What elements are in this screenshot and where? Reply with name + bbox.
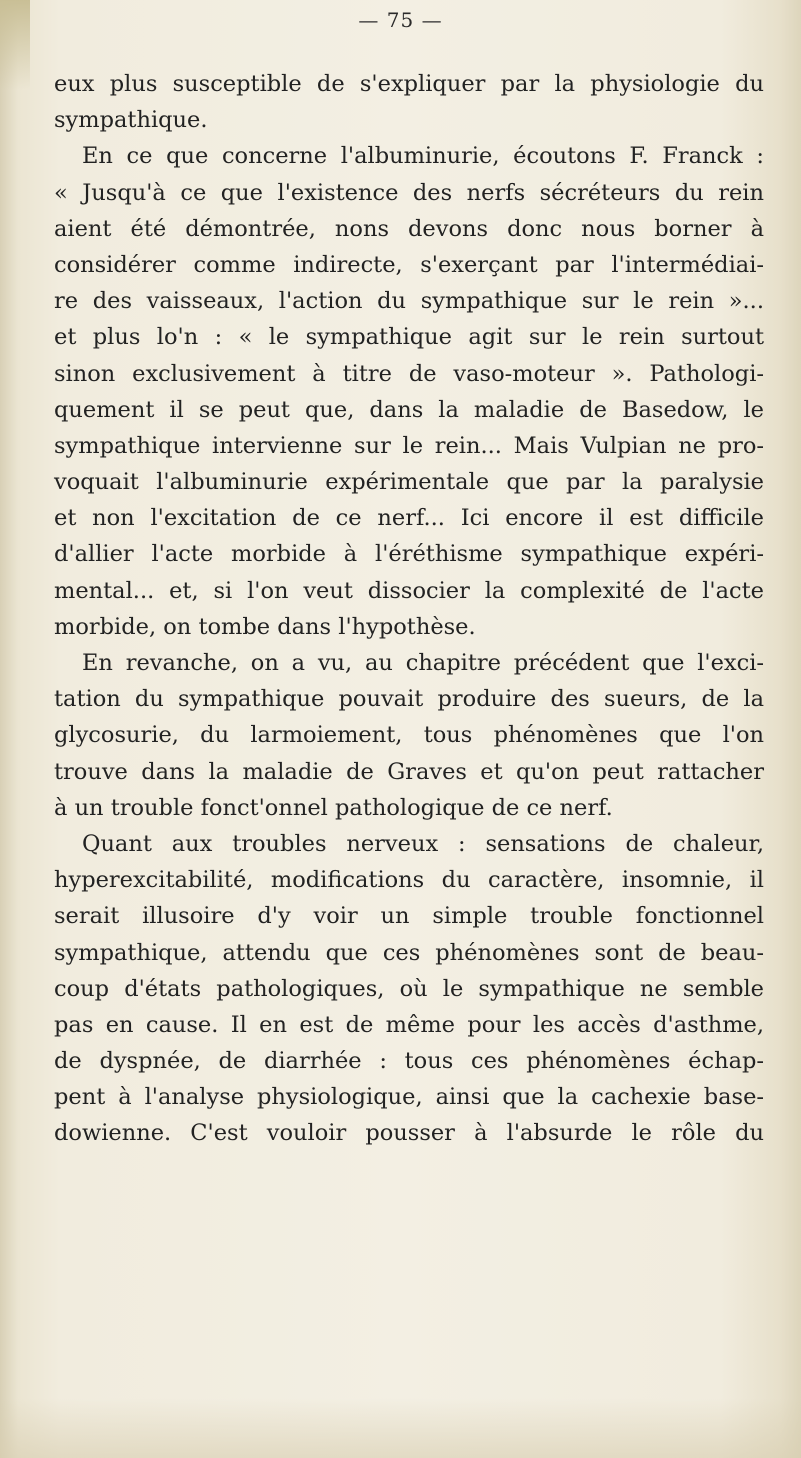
- text-line: « Jusqu'à ce que l'existence des nerfs sécréteurs du rein: [54, 179, 764, 206]
- text-line: Quant aux troubles nerveux : sensations de chaleur,: [82, 830, 764, 857]
- text-line: sympathique.: [54, 107, 208, 134]
- text-line: eux plus susceptible de s'expliquer par la physiologie du: [54, 71, 764, 97]
- text-line: serait illusoire d'y voir un simple trouble fonctionnel: [54, 903, 764, 930]
- text-line: et non l'excitation de ce nerf... Ici encore il est difficile: [54, 505, 764, 532]
- text-line: d'allier l'acte morbide à l'éréthisme sympathique expéri-: [54, 541, 764, 568]
- text-line: quement il se peut que, dans la maladie de Basedow, le: [54, 396, 764, 423]
- text-line: trouve dans la maladie de Graves et qu'on peut rattacher: [54, 758, 764, 785]
- text-line: coup d'états pathologiques, où le sympathique ne semble: [54, 975, 764, 1002]
- text-line: sinon exclusivement à titre de vaso-moteur ». Pathologi-: [54, 360, 764, 387]
- text-line: sympathique intervienne sur le rein... Mais Vulpian ne pro-: [54, 432, 764, 459]
- text-line: hyperexcitabilité, modifications du caractère, insomnie, il: [54, 867, 764, 894]
- text-line: dowienne. C'est vouloir pousser à l'absurde le rôle du: [54, 1120, 764, 1147]
- text-line: de dyspnée, de diarrhée : tous ces phénomènes échap-: [54, 1048, 764, 1075]
- text-line: En ce que concerne l'albuminurie, écoutons F. Franck :: [82, 143, 764, 170]
- text-line: pas en cause. Il en est de même pour les accès d'asthme,: [54, 1011, 764, 1038]
- page-number: — 75 —: [358, 8, 443, 32]
- text-line: pent à l'analyse physiologique, ainsi que la cachexie base-: [54, 1084, 764, 1111]
- text-line: morbide, on tombe dans l'hypothèse.: [54, 613, 476, 640]
- text-line: sympathique, attendu que ces phénomènes sont de beau-: [54, 939, 764, 966]
- text-line: mental... et, si l'on veut dissocier la complexité de l'acte: [54, 577, 764, 604]
- text-line: re des vaisseaux, l'action du sympathique sur le rein »...: [54, 288, 764, 315]
- text-line: En revanche, on a vu, au chapitre précédent que l'exci-: [82, 650, 764, 676]
- text-line: à un trouble fonct'onnel pathologique de ce nerf.: [54, 794, 613, 821]
- body-text: [54, 66, 764, 1152]
- text-line: voquait l'albuminurie expérimentale que par la paralysie: [54, 469, 764, 496]
- paper-shadow: [0, 1398, 801, 1458]
- text-line: aient été démontrée, nons devons donc nous borner à: [54, 215, 764, 242]
- text-line: tation du sympathique pouvait produire des sueurs, de la: [54, 686, 764, 713]
- text-line: considérer comme indirecte, s'exerçant par l'intermédiai-: [54, 251, 764, 278]
- text-line: et plus lo'n : « le sympathique agit sur le rein surtout: [54, 324, 764, 351]
- text-line: glycosurie, du larmoiement, tous phénomènes que l'on: [54, 722, 764, 749]
